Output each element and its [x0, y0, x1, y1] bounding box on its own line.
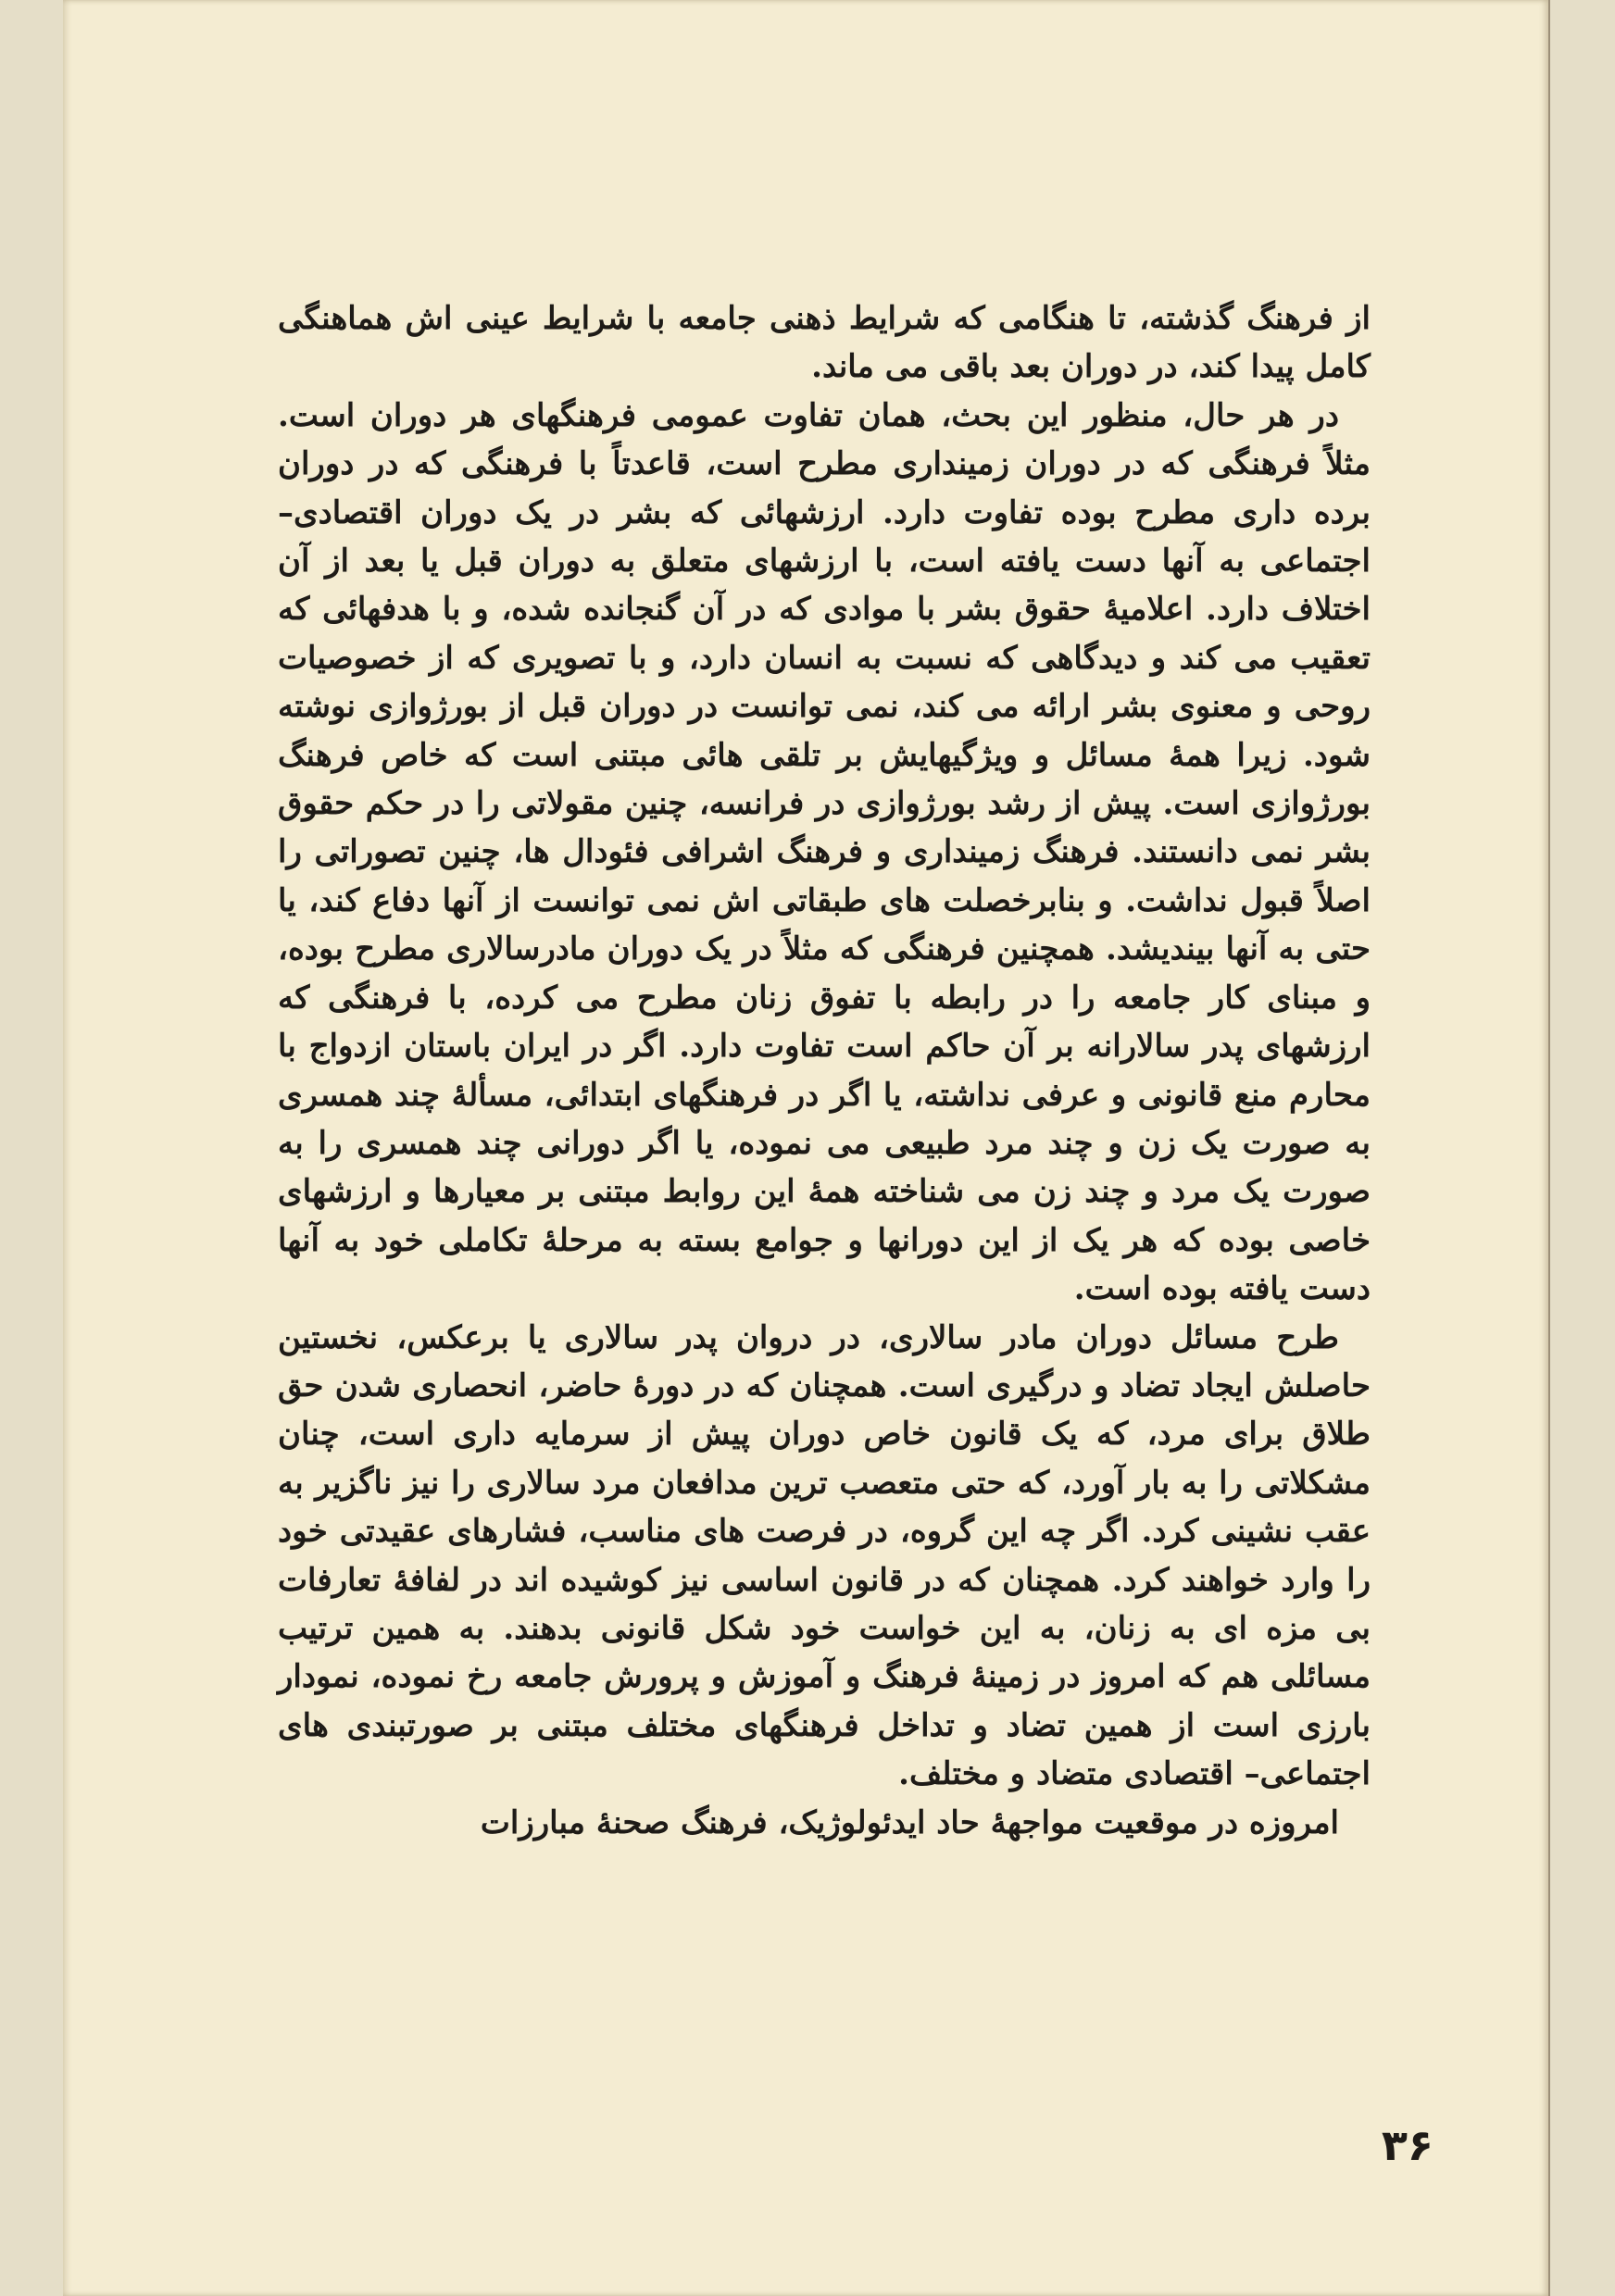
body-text — [278, 294, 1371, 1847]
paragraph-matriarchy-patriarchy: طرح مسائل دوران مادر سالاری، در دروان پدر سالاری یا برعکس، نخستین حاصلش ایجاد تضاد و درگیری است. همچنان که در دورهٔ حاضر، انحصاری شدن حق طلاق برای مرد، که یک قانون خاص دوران پیش از سرمایه داری است، چنان مشکلاتی را به بار آورد، که حتی متعصب ترین مدافعان مرد سالاری را نیز ناگزیر به عقب نشینی کرد. اگر چه این گروه، در فرصت های مناسب، فشارهای عقیدتی خود را وارد خواهند کرد. همچنان که در قانون اساسی نیز کوشیده اند در لفافهٔ تعارفات بی مزه ای به زنان، به این خواست خود شکل قانونی بدهند. به همین ترتیب مسائلی هم که امروز در زمینهٔ فرهنگ و آموزش و پرورش جامعه رخ نموده، نمودار بارزی است از همین تضاد و تداخل فرهنگهای مختلف مبتنی بر صورتبندی های اجتماعی– اقتصادی متضاد و مختلف. — [278, 1318, 1371, 1793]
paragraph-continuation: از فرهنگ گذشته، تا هنگامی که شرایط ذهنی جامعه با شرایط عینی اش هماهنگی کامل پیدا کند، در دوران بعد باقی می ماند. — [278, 300, 1371, 386]
page-number: ۳۶ — [1381, 2120, 1433, 2170]
paragraph-ideological-confrontation: امروزه در موقعیت مواجههٔ حاد ایدئولوژیک، فرهنگ صحنهٔ مبارزات — [480, 1803, 1339, 1841]
paragraph-cultural-differences: در هر حال، منظور این بحث، همان تفاوت عمومی فرهنگهای هر دوران است. مثلاً فرهنگی که در دوران زمینداری مطرح است، قاعدتاً با فرهنگی که در دوران برده داری مطرح بوده تفاوت دارد. ارزشهائی که بشر در یک دوران اقتصادی– اجتماعی به آنها دست یافته است، با ارزشهای متعلق به دوران قبل یا بعد از آن اختلاف دارد. اعلامیهٔ حقوق بشر با موادی که در آن گنجانده شده، و با هدفهائی که تعقیب می کند و دیدگاهی که نسبت به انسان دارد، و با تصویری که از خصوصیات روحی و معنوی بشر ارائه می کند، نمی توانست در دوران قبل از بورژوازی نوشته شود. زیرا همهٔ مسائل و ویژگیهایش بر تلقی هائی مبتنی است که خاص فرهنگ بورژوازی است. پیش از رشد بورژوازی در فرانسه، چنین مقولاتی را در حکم حقوق بشر نمی دانستند. فرهنگ زمینداری و فرهنگ اشرافی فئودال ها، چنین تصوراتی را اصلاً قبول نداشت. و بنابرخصلت های طبقاتی اش نمی توانست از آنها دفاع کند، یا حتی به آنها بیندیشد. همچنین فرهنگی که مثلاً در یک دوران مادرسالاری مطرح بوده، و مبنای کار جامعه را در رابطه با تفوق زنان مطرح می کرده، با فرهنگی که ارزشهای پدر سالارانه بر آن حاکم است تفاوت دارد. اگر در ایران باستان ازدواج با محارم منع قانونی و عرفی نداشته، یا اگر در فرهنگهای ابتدائی، مسألهٔ چند همسری به صورت یک زن و چند مرد طبیعی می نموده، یا اگر دورانی چند همسری را به صورت یک مرد و چند زن می شناخته همهٔ این روابط مبتنی بر معیارها و ارزشهای خاصی بوده که هر یک از این دورانها و جوامع بسته به مرحلهٔ تکاملی خود به آنها دست یافته بوده است. — [278, 396, 1371, 1308]
page-edge — [1548, 0, 1550, 2296]
